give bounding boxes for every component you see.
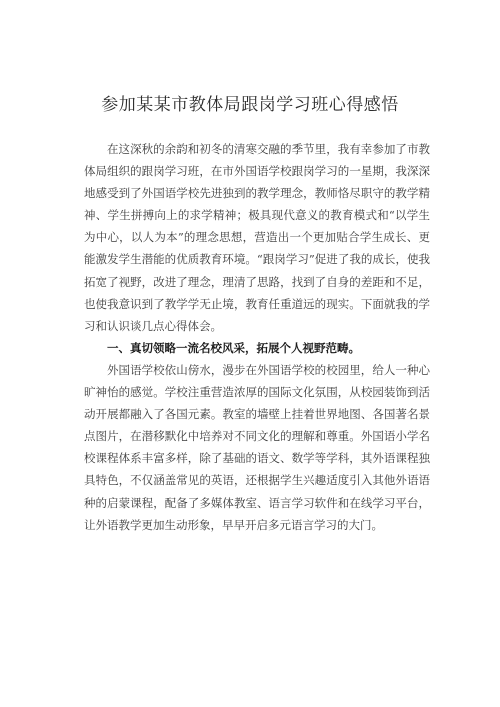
document-body [84,138,430,536]
section-paragraph: 外国语学校依山傍水，漫步在外国语学校的校园里，给人一种心旷神怡的感觉。学校注重营造浓厚的国际文化氛围，从校园装饰到活动开展都融入了各国元素。教室的墙壁上挂着世界地图、各国著名景点图片，在潜移默化中培养对不同文化的理解和尊重。外国语小学名校课程体系丰富多样，除了基础的语文、数学等学科，其外语课程独具特色，不仅涵盖常见的英语，还根据学生兴趣适度引入其他外语语种的启蒙课程，配备了多媒体教室、语言学习软件和在线学习平台，让外语教学更加生动形象，早早开启多元语言学习的大门。 [84,362,430,532]
document-title: 参加某某市教体局跟岗学习班心得感悟 [101,95,399,115]
section-heading: 一、真切领略一流名校风采，拓展个人视野范畴。 [107,340,360,355]
intro-paragraph: 在这深秋的余韵和初冬的清寒交融的季节里，我有幸参加了市教体局组织的跟岗学习班，在市外国语学校跟岗学习的一星期，我深深地感受到了外国语学校先进独到的教学理念，教师恪尽职守的教学精神、学生拼搏向上的求学精神；极具现代意义的教育模式和“以学生为中心，以人为本”的理念思想，营造出一个更加贴合学生成长、更能激发学生潜能的优质教育环境。“跟岗学习”促进了我的成长，使我拓宽了视野，改进了理念，理清了思路，找到了自身的差距和不足，也使我意识到了教学学无止境，教育任重道远的现实。下面就我的学习和认识谈几点心得体会。 [84,142,430,333]
